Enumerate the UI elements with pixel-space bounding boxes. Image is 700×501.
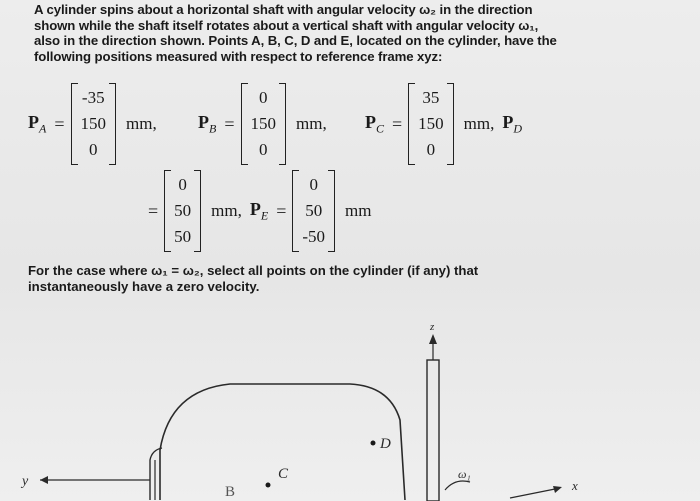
point-c-label: C: [278, 466, 289, 482]
component-z: 50: [174, 227, 192, 246]
vector-label-b: $P_B$: [198, 111, 217, 136]
point-c-marker: [266, 483, 271, 488]
vector-label-a: $P_A$: [28, 111, 47, 136]
column-matrix-b: [241, 85, 287, 163]
equals-sign: =: [224, 113, 235, 134]
component-x: -35: [81, 88, 105, 107]
unit-label: mm,: [296, 114, 327, 133]
component-x: 35: [422, 88, 440, 107]
omega1-label: ω₁: [458, 467, 471, 481]
position-vector-b: [198, 85, 327, 163]
component-y: 150: [250, 114, 276, 133]
intro-line: following positions measured with respect to reference frame xyz:: [34, 48, 443, 64]
vector-label-d: $P_D$: [502, 111, 523, 136]
component-z: -50: [302, 227, 326, 246]
z-axis-arrow-icon: [429, 334, 437, 344]
omega1-rotation-arc: [445, 481, 470, 490]
vector-label-c: $P_C$: [365, 111, 385, 136]
vector-label-e: $P_E$: [249, 198, 269, 223]
position-vector-a: [28, 85, 157, 163]
equals-sign: =: [392, 113, 403, 134]
position-vector-c: [365, 85, 530, 163]
equals-sign: =: [148, 200, 159, 221]
question-line: For the case where ω₁ = ω₂, select all points on the cylinder (if any) that: [28, 263, 479, 278]
component-x: 0: [309, 175, 318, 194]
unit-label: mm,: [126, 114, 157, 133]
x-axis-line: [510, 488, 560, 498]
position-vector-d: [148, 172, 371, 250]
point-b-label: B: [225, 484, 236, 500]
component-z: 0: [426, 140, 436, 159]
component-z: 0: [89, 140, 98, 159]
intro-line: A cylinder spins about a horizontal shaft with angular velocity ω₂ in the direction: [34, 2, 533, 17]
x-axis-label: x: [572, 478, 578, 493]
column-matrix-d: [164, 172, 201, 250]
column-matrix-e: [292, 172, 335, 250]
cylinder-figure: [0, 300, 700, 501]
unit-label: mm,: [463, 114, 495, 133]
equals-sign: =: [54, 113, 65, 134]
point-d-marker: [371, 441, 376, 446]
problem-statement: [34, 2, 694, 64]
column-matrix-a: [71, 85, 117, 163]
unit-label: mm,: [211, 201, 242, 220]
component-z: 0: [259, 140, 268, 159]
equals-sign: =: [276, 200, 287, 221]
unit-label: mm: [345, 201, 372, 220]
intro-line: also in the direction shown. Points A, B, C, D and E, located on the cylinder, have the: [34, 33, 557, 49]
question-text: [28, 263, 678, 295]
vertical-shaft: [427, 360, 439, 501]
y-axis-arrow-icon: [40, 476, 48, 484]
component-y: 50: [305, 201, 323, 220]
x-axis-arrow-icon: [553, 486, 562, 493]
question-line: instantaneously have a zero velocity.: [28, 278, 260, 294]
intro-line: shown while the shaft itself rotates about a vertical shaft with angular velocity ω₁,: [34, 17, 539, 33]
component-y: 150: [418, 114, 444, 133]
component-x: 0: [259, 88, 268, 107]
y-axis-label: y: [22, 474, 29, 489]
column-matrix-c: [408, 85, 454, 163]
point-d-label: D: [380, 436, 391, 452]
component-x: 0: [178, 175, 187, 194]
z-axis-label: z: [430, 321, 435, 333]
cylinder-outline: [160, 384, 405, 500]
component-y: 50: [174, 201, 192, 220]
component-y: 150: [80, 114, 106, 133]
